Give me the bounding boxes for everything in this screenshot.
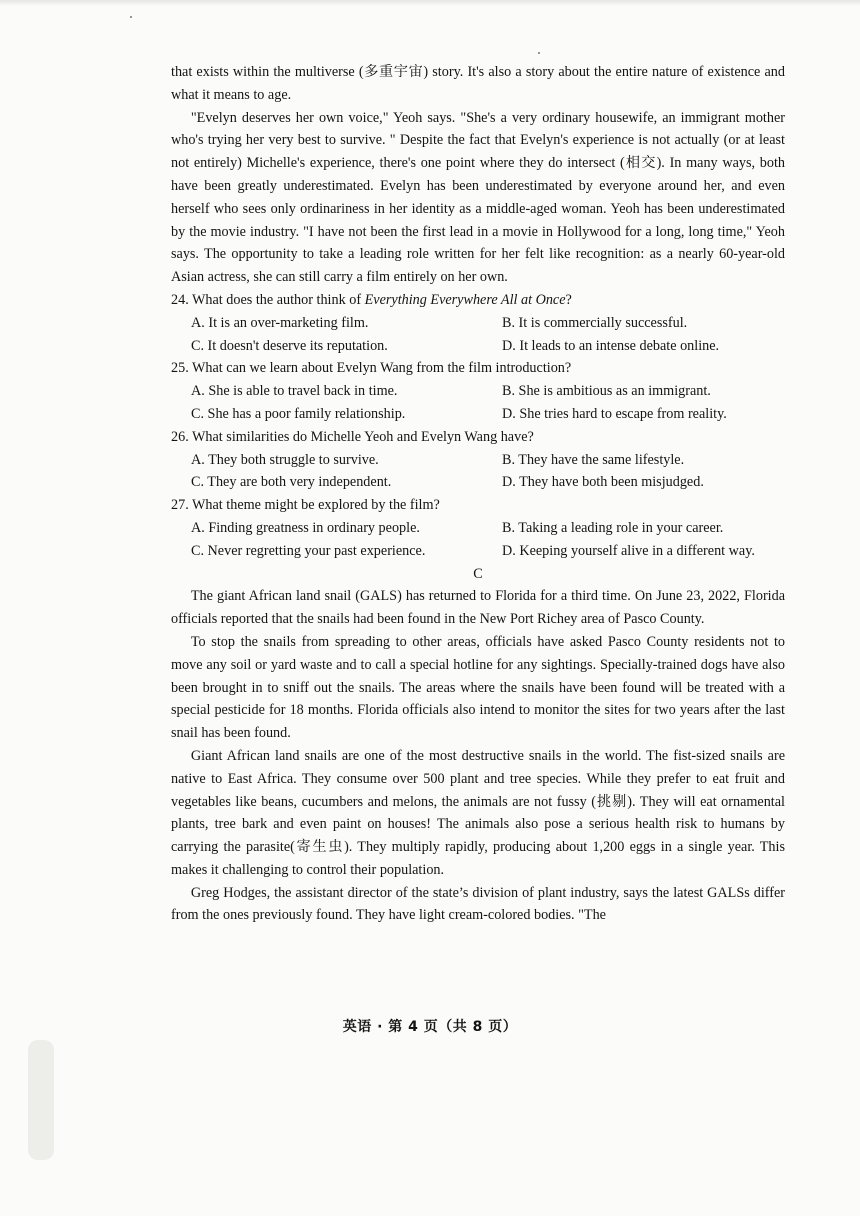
passage-c-paragraph-3: Giant African land snails are one of the most destructive snails in the world. The fist-sized snails are native to East Africa. They consume over 500 plant and tree species. While they prefer to eat fruit and vegetables like beans, cucumbers and melons, the animals are not fussy (挑剔). They will eat ornamental plants, tree bark and even paint on houses! The animals also pose a serious health risk to humans by carrying the parasite(寄生虫). They multiply rapidly, producing about 1,200 eggs in a single year. This makes it challenging to control their population. bbox=[171, 747, 785, 878]
question-stem-end: ? bbox=[565, 291, 572, 308]
option-c: C. She has a poor family relationship. bbox=[191, 405, 406, 422]
option-a: A. Finding greatness in ordinary people. bbox=[191, 519, 420, 536]
question-options bbox=[171, 517, 785, 563]
page-footer: 英语 · 第 4 页（共 8 页） bbox=[342, 1019, 518, 1035]
option-d: D. They have both been misjudged. bbox=[502, 474, 704, 491]
film-title: Everything Everywhere All at Once bbox=[364, 291, 566, 308]
question-options bbox=[171, 380, 785, 426]
question-options bbox=[171, 312, 785, 358]
passage-b-paragraph-2: "Evelyn deserves her own voice," Yeoh says. "She's a very ordinary housewife, an immigrant mother who's trying her very best to survive. " Despite the fact that Evelyn's experience is not actually (or at least not entirely) Michelle's experience, there's one point where they do intersect (相交). In many ways, both have been greatly underestimated. Evelyn has been underestimated by everyone around her, and even herself who sees only ordinariness in her identity as a middle-aged woman. Yeoh has been underestimated by the movie industry. "I have not been the first lead in a movie in Hollywood for a long, long time," Yeoh says. The opportunity to take a leading role written for her felt like recognition: as a nearly 60-year-old Asian actress, she can still carry a film entirely on her own. bbox=[171, 109, 785, 286]
option-a: A. It is an over-marketing film. bbox=[191, 314, 369, 331]
option-b: B. It is commercially successful. bbox=[502, 314, 688, 331]
passage-c-paragraph-4: Greg Hodges, the assistant director of the state’s division of plant industry, says the latest GALSs differ from the ones previously found. They have light cream-colored bodies. "The bbox=[171, 884, 785, 924]
option-b: B. She is ambitious as an immigrant. bbox=[502, 383, 711, 400]
option-a: A. She is able to travel back in time. bbox=[191, 383, 398, 400]
option-d: D. She tries hard to escape from reality. bbox=[502, 405, 727, 422]
option-c: C. Never regretting your past experience. bbox=[191, 542, 426, 559]
section-heading: C bbox=[473, 565, 483, 582]
question-options bbox=[171, 449, 785, 495]
option-d: D. It leads to an intense debate online. bbox=[502, 337, 720, 354]
question-24 bbox=[171, 289, 785, 357]
question-stem: 25. What can we learn about Evelyn Wang from the film introduction? bbox=[171, 360, 572, 377]
option-d: D. Keeping yourself alive in a different way. bbox=[502, 542, 755, 559]
page-content bbox=[171, 61, 785, 927]
passage-c-paragraph-2: To stop the snails from spreading to other areas, officials have asked Pasco County residents not to move any soil or yard waste and to call a special hotline for any sightings. Specially-trained dogs have also been brought in to sniff out the snails. The areas where the snails have been found will be treated with a special pesticide for 18 months. Florida officials also intend to monitor the sites for two years after the last snail has been found. bbox=[171, 633, 785, 742]
scan-edge-shadow bbox=[0, 0, 860, 6]
question-26 bbox=[171, 426, 785, 494]
question-stem: 27. What theme might be explored by the film? bbox=[171, 497, 440, 514]
question-stem bbox=[171, 289, 785, 312]
question-27 bbox=[171, 494, 785, 562]
option-b: B. Taking a leading role in your career. bbox=[502, 519, 724, 536]
question-25 bbox=[171, 357, 785, 425]
passage-c-paragraph-1: The giant African land snail (GALS) has returned to Florida for a third time. On June 23, 2022, Florida officials reported that the snails had been found in the New Port Richey area of Pasco County. bbox=[171, 588, 785, 628]
scan-speck bbox=[130, 16, 132, 18]
option-c: C. It doesn't deserve its reputation. bbox=[191, 337, 388, 354]
scan-speck bbox=[538, 52, 540, 54]
option-b: B. They have the same lifestyle. bbox=[502, 451, 685, 468]
question-stem-text: 24. What does the author think of bbox=[171, 291, 365, 308]
scan-smudge bbox=[28, 1040, 54, 1160]
option-a: A. They both struggle to survive. bbox=[191, 451, 379, 468]
passage-b-paragraph-1: that exists within the multiverse (多重宇宙) story. It's also a story about the entire nature of existence and what it means to age. bbox=[171, 64, 785, 103]
option-c: C. They are both very independent. bbox=[191, 474, 392, 491]
question-stem: 26. What similarities do Michelle Yeoh and Evelyn Wang have? bbox=[171, 428, 534, 445]
